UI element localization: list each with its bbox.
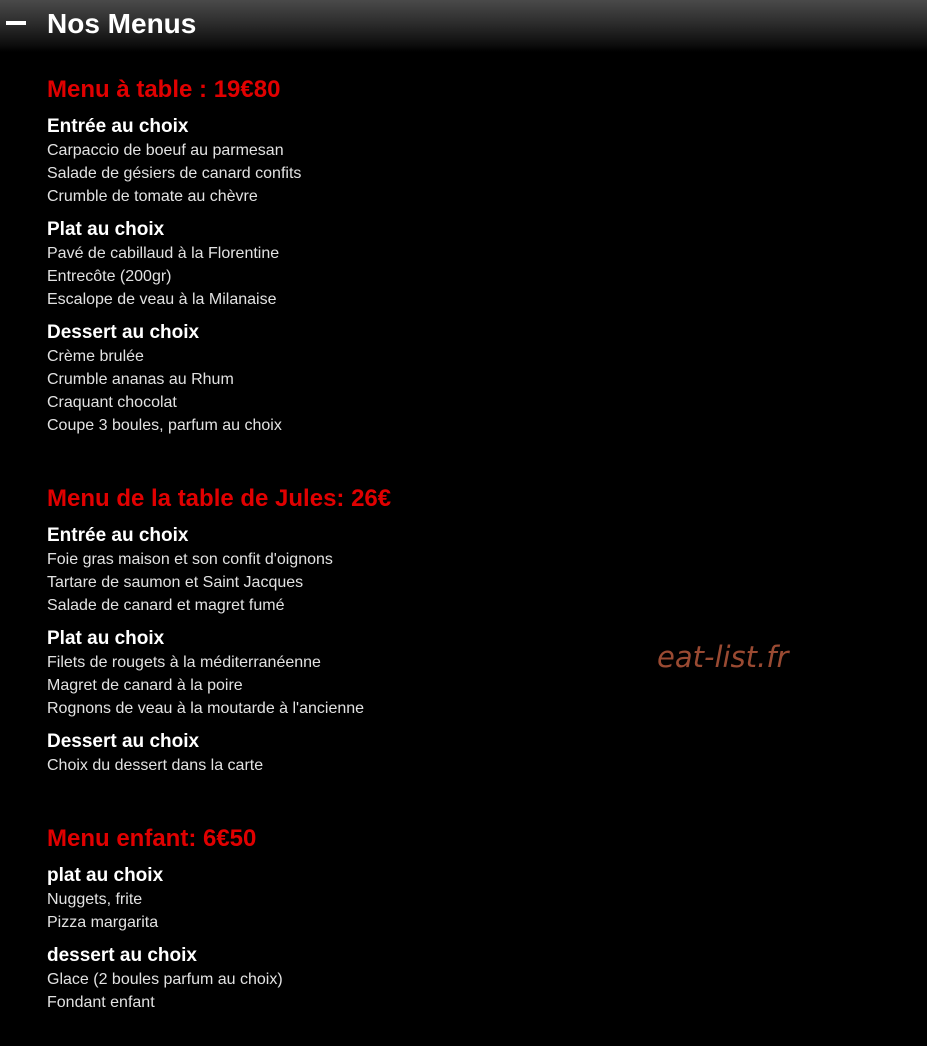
course-heading: Plat au choix bbox=[47, 628, 165, 649]
menu-item: Pavé de cabillaud à la Florentine bbox=[47, 245, 280, 262]
course-entree bbox=[47, 524, 607, 617]
course-plat bbox=[47, 218, 607, 311]
course-heading: Plat au choix bbox=[47, 219, 165, 240]
menu-item: Escalope de veau à la Milanaise bbox=[47, 291, 277, 308]
course-plat bbox=[47, 864, 607, 934]
menu-item: Rognons de veau à la moutarde à l'ancienne bbox=[47, 700, 365, 717]
menu-title: Menu enfant: 6€50 bbox=[47, 825, 257, 852]
menu-block-enfant bbox=[47, 823, 607, 1014]
menu-item: Coupe 3 boules, parfum au choix bbox=[47, 417, 282, 434]
course-heading: Dessert au choix bbox=[47, 322, 200, 343]
menu-item: Glace (2 boules parfum au choix) bbox=[47, 971, 283, 988]
menu-item: Magret de canard à la poire bbox=[47, 677, 243, 694]
course-heading: dessert au choix bbox=[47, 945, 197, 966]
menu-item: Crumble de tomate au chèvre bbox=[47, 188, 258, 205]
menu-item: Carpaccio de boeuf au parmesan bbox=[47, 142, 284, 159]
minus-icon[interactable] bbox=[6, 21, 26, 25]
menu-item: Entrecôte (200gr) bbox=[47, 268, 172, 285]
course-dessert bbox=[47, 944, 607, 1014]
menu-item: Tartare de saumon et Saint Jacques bbox=[47, 574, 304, 591]
menu-title: Menu à table : 19€80 bbox=[47, 76, 281, 103]
course-heading: Entrée au choix bbox=[47, 525, 189, 546]
menu-item: Filets de rougets à la méditerranéenne bbox=[47, 654, 321, 671]
menu-item: Crumble ananas au Rhum bbox=[47, 371, 234, 388]
menu-block-table bbox=[47, 74, 607, 483]
section-header[interactable] bbox=[0, 0, 927, 52]
menu-item: Crème brulée bbox=[47, 348, 144, 365]
menu-item: Craquant chocolat bbox=[47, 394, 177, 411]
menu-title: Menu de la table de Jules: 26€ bbox=[47, 485, 392, 512]
course-dessert bbox=[47, 730, 607, 777]
course-dessert bbox=[47, 321, 607, 437]
course-heading: Entrée au choix bbox=[47, 116, 189, 137]
menus-content bbox=[47, 74, 607, 1024]
menu-block-jules bbox=[47, 483, 607, 823]
course-plat bbox=[47, 627, 607, 720]
menu-item: Nuggets, frite bbox=[47, 891, 143, 908]
course-heading: plat au choix bbox=[47, 865, 164, 886]
menu-item: Salade de canard et magret fumé bbox=[47, 597, 285, 614]
page-title: Nos Menus bbox=[47, 8, 197, 39]
menu-item: Foie gras maison et son confit d'oignons bbox=[47, 551, 333, 568]
menu-item: Fondant enfant bbox=[47, 994, 155, 1011]
menu-item: Choix du dessert dans la carte bbox=[47, 757, 264, 774]
menu-item: Salade de gésiers de canard confits bbox=[47, 165, 302, 182]
watermark-text: eat-list.fr bbox=[657, 640, 789, 674]
menu-item: Pizza margarita bbox=[47, 914, 159, 931]
course-heading: Dessert au choix bbox=[47, 731, 200, 752]
course-entree bbox=[47, 115, 607, 208]
